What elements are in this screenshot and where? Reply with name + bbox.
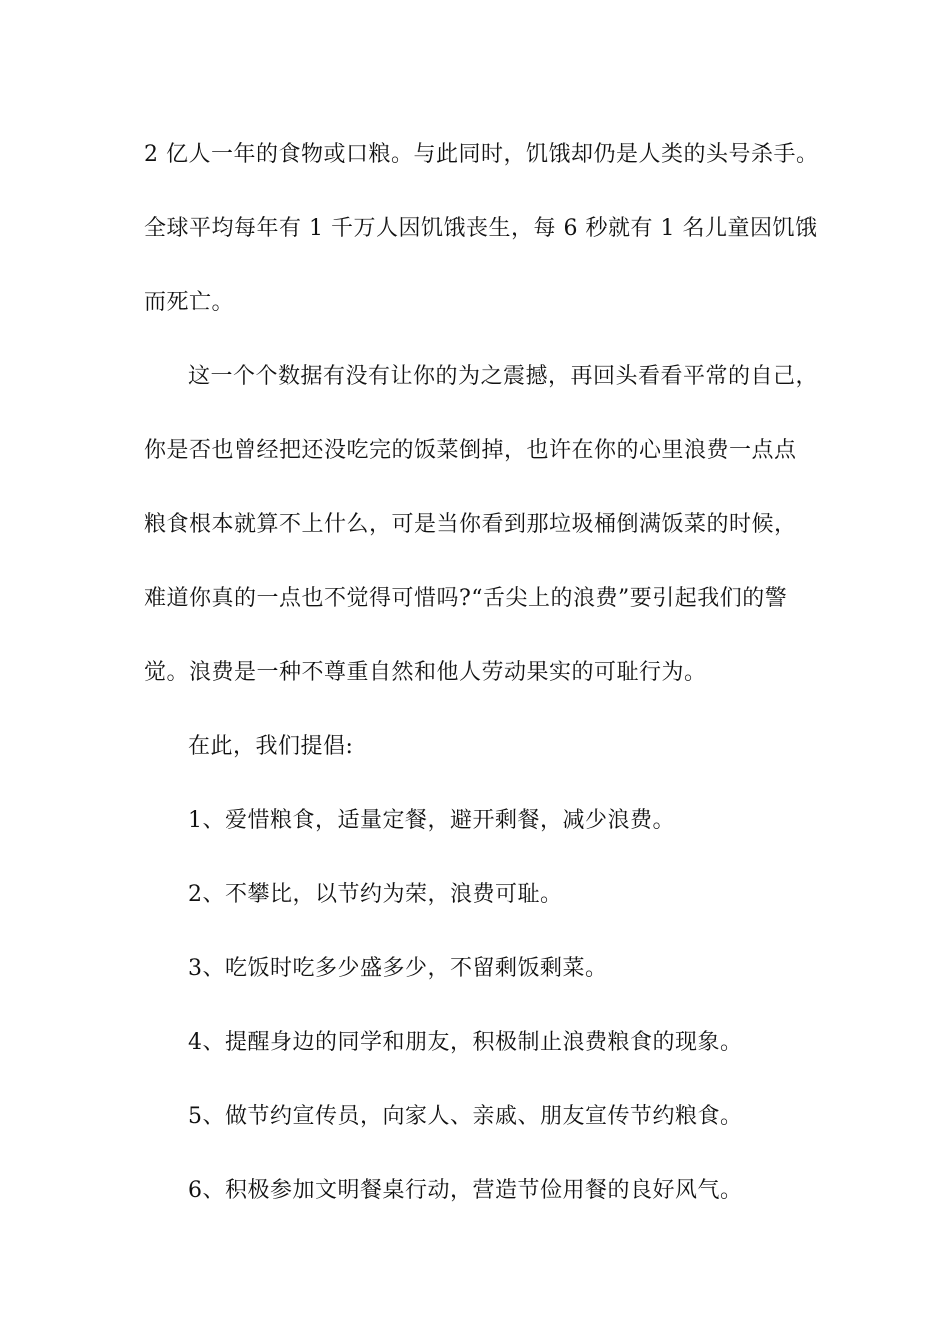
list-item: 3、吃饭时吃多少盛多少，不留剩饭剩菜。 [188, 956, 608, 981]
paragraph-line: 2 亿人一年的食物或口粮。与此同时，饥饿却仍是人类的头号杀手。 [144, 142, 819, 167]
list-item: 4、提醒身边的同学和朋友，积极制止浪费粮食的现象。 [188, 1030, 743, 1055]
document-body [144, 130, 824, 1240]
paragraph-line: 粮食根本就算不上什么，可是当你看到那垃圾桶倒满饭菜的时候， [144, 512, 797, 537]
paragraph-line: 全球平均每年有 1 千万人因饥饿丧生，每 6 秒就有 1 名儿童因饥饿 [144, 216, 818, 241]
list-item: 2、不攀比，以节约为荣，浪费可耻。 [188, 882, 563, 907]
list-item: 6、积极参加文明餐桌行动，营造节俭用餐的良好风气。 [188, 1178, 743, 1203]
paragraph-line: 难道你真的一点也不觉得可惜吗?“舌尖上的浪费”要引起我们的警 [144, 586, 788, 611]
paragraph-line: 你是否也曾经把还没吃完的饭菜倒掉，也许在你的心里浪费一点点 [144, 438, 797, 463]
proposal-heading: 在此，我们提倡: [188, 734, 354, 759]
paragraph-line: 这一个个数据有没有让你的为之震撼，再回头看看平常的自己， [188, 364, 819, 389]
paragraph-line: 觉。浪费是一种不尊重自然和他人劳动果实的可耻行为。 [144, 660, 707, 685]
list-item: 5、做节约宣传员，向家人、亲戚、朋友宣传节约粮食。 [188, 1104, 743, 1129]
list-item: 1、爱惜粮食，适量定餐，避开剩餐，减少浪费。 [188, 808, 675, 833]
paragraph-line: 而死亡。 [144, 290, 235, 315]
